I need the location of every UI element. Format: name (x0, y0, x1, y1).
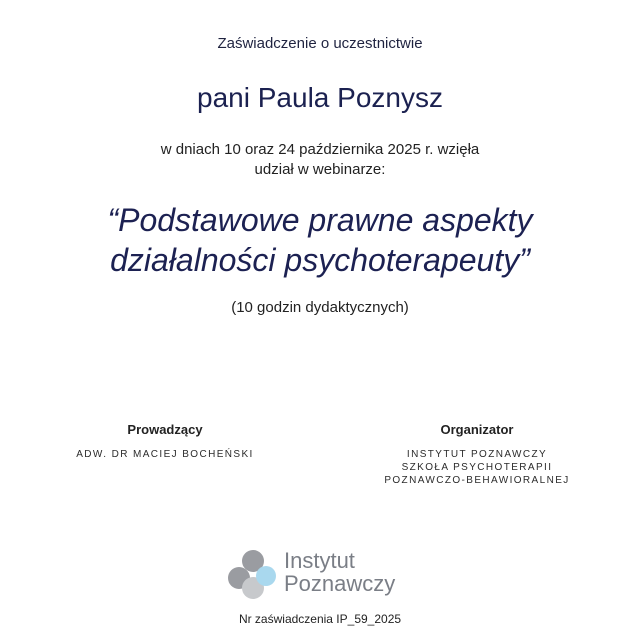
logo-text-line-1: Instytut (284, 548, 355, 573)
institute-logo-icon (226, 548, 280, 600)
participation-dates-line: w dniach 10 oraz 24 października 2025 r. wzięła (160, 141, 480, 158)
certificate-title: Zaświadczenie o uczestnictwie (217, 35, 423, 52)
participation-text (0, 140, 640, 180)
institute-logo-wordmark (284, 549, 395, 595)
organizer-line-3: POZNAWCZO-BEHAWIORALNEJ (384, 475, 570, 486)
didactic-hours: (10 godzin dydaktycznych) (231, 299, 409, 316)
participation-webinar-line: udział w webinarze: (254, 161, 386, 178)
lecturer-heading: Prowadzący (127, 422, 203, 437)
organizer-heading: Organizator (440, 422, 514, 437)
certificate-number: Nr zaświadczenia IP_59_2025 (238, 612, 402, 626)
organizer-line-1: INSTYTUT POZNAWCZY (406, 449, 548, 460)
institute-logo (226, 546, 416, 604)
webinar-title-line-2: działalności psychoterapeuty” (110, 242, 530, 278)
lecturer-name: ADW. DR MACIEJ BOCHEŃSKI (76, 449, 254, 460)
organizer-line-2: SZKOŁA PSYCHOTERAPII (401, 462, 553, 473)
webinar-title (0, 200, 640, 280)
lecturer-block (40, 422, 290, 461)
webinar-title-line-1: “Podstawowe prawne aspekty (107, 202, 533, 238)
organizer-block (352, 422, 602, 487)
logo-text-line-2: Poznawczy (284, 571, 396, 596)
recipient-name: pani Paula Poznysz (197, 82, 443, 113)
